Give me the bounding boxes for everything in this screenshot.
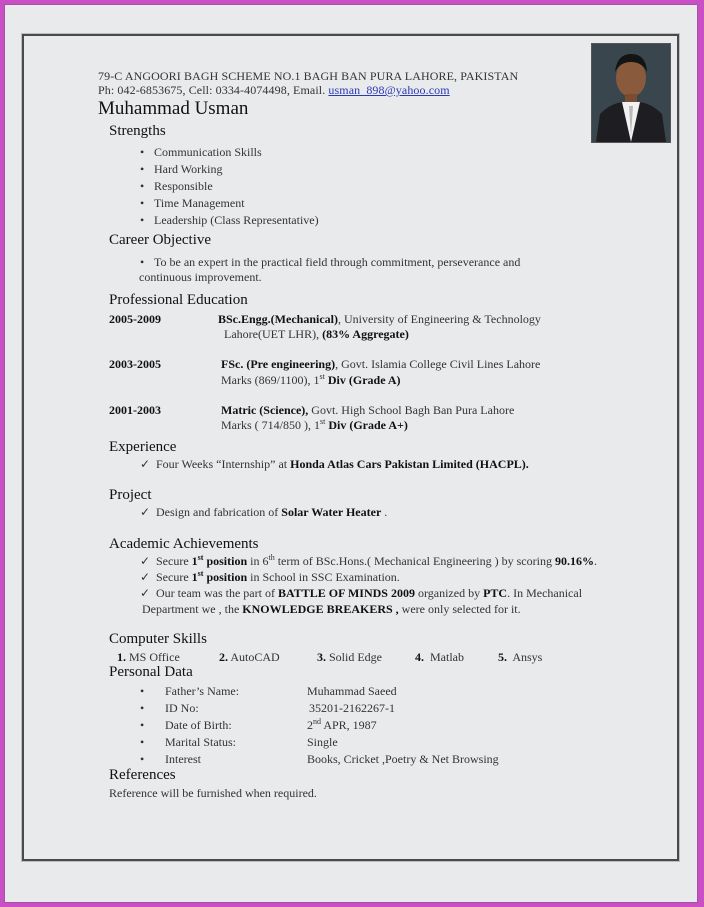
career-text-cont: continuous improvement.	[139, 270, 262, 284]
edu-degree-line: Matric (Science), Govt. High School Bagh Ban Pura Lahore	[221, 403, 515, 417]
skill-item: 2. AutoCAD	[219, 650, 280, 664]
edu-years: 2005-2009	[109, 312, 161, 326]
personal-label: • Marital Status:	[140, 735, 236, 749]
education-heading: Professional Education	[109, 292, 248, 308]
achievement-item-cont: Department we , the KNOWLEDGE BREAKERS , were only selected for it.	[142, 602, 521, 616]
email-link[interactable]: usman_898@yahoo.com	[328, 83, 450, 97]
check-icon: ✓	[140, 505, 151, 519]
personal-value: Single	[307, 735, 338, 749]
skill-item: 3. Solid Edge	[317, 650, 382, 664]
personal-heading: Personal Data	[109, 664, 193, 680]
project-item: ✓ Design and fabrication of Solar Water Heater .	[140, 505, 388, 519]
address-line: 79-C ANGOORI BAGH SCHEME NO.1 BAGH BAN PURA LAHORE, PAKISTAN	[98, 69, 519, 83]
personal-label: • Date of Birth:	[140, 718, 232, 732]
edu-degree-line: FSc. (Pre engineering), Govt. Islamia College Civil Lines Lahore	[221, 357, 541, 371]
personal-label: • Father’s Name:	[140, 684, 240, 698]
strengths-heading: Strengths	[109, 123, 166, 139]
strength-item: • Responsible	[140, 179, 213, 193]
strength-item: • Leadership (Class Representative)	[140, 213, 319, 227]
personal-value: 2nd APR, 1987	[307, 717, 377, 732]
personal-value: Muhammad Saeed	[307, 684, 397, 698]
personal-value: Books, Cricket ,Poetry & Net Browsing	[307, 752, 499, 766]
achievements-heading: Academic Achievements	[109, 536, 259, 552]
career-heading: Career Objective	[109, 232, 212, 248]
personal-label: • ID No:	[140, 701, 199, 715]
check-icon: ✓	[140, 586, 151, 600]
check-icon: ✓	[140, 554, 151, 568]
references-text: Reference will be furnished when required.	[109, 786, 317, 800]
skills-heading: Computer Skills	[109, 631, 207, 647]
project-heading: Project	[109, 487, 152, 503]
candidate-name: Muhammad Usman	[98, 98, 249, 119]
profile-photo	[591, 43, 671, 143]
edu-detail-line: Marks (869/1100), 1st Div (Grade A)	[221, 372, 401, 387]
phone-text: Ph: 042-6853675, Cell: 0334-4074498, Email.	[98, 83, 326, 97]
edu-years: 2003-2005	[109, 357, 161, 371]
achievement-item: ✓ Secure 1st position in 6th term of BSc.Hons.( Mechanical Engineering ) by scoring 90.16%.	[140, 553, 597, 568]
contact-line	[98, 83, 450, 98]
check-icon: ✓	[140, 457, 151, 471]
edu-detail-line: Lahore(UET LHR), (83% Aggregate)	[224, 327, 409, 341]
achievement-item: ✓ Our team was the part of BATTLE OF MINDS 2009 organized by PTC. In Mechanical	[140, 586, 583, 600]
skill-item: 4. Matlab	[415, 650, 464, 664]
achievement-item: ✓ Secure 1st position in School in SSC Examination.	[140, 569, 400, 584]
strength-item: • Time Management	[140, 196, 245, 210]
skill-item: 1. MS Office	[117, 650, 180, 664]
personal-value: 35201-2162267-1	[309, 701, 395, 715]
edu-years: 2001-2003	[109, 403, 161, 417]
references-heading: References	[109, 767, 176, 783]
experience-item: ✓ Four Weeks “Internship” at Honda Atlas Cars Pakistan Limited (HACPL).	[140, 457, 529, 471]
experience-heading: Experience	[109, 439, 177, 455]
personal-label: • Interest	[140, 752, 201, 766]
career-text: • To be an expert in the practical field through commitment, perseverance and	[140, 255, 521, 269]
check-icon: ✓	[140, 570, 151, 584]
edu-detail-line: Marks ( 714/850 ), 1st Div (Grade A+)	[221, 417, 408, 432]
strength-item: • Communication Skills	[140, 145, 262, 159]
strength-item: • Hard Working	[140, 162, 223, 176]
edu-degree-line: BSc.Engg.(Mechanical), University of Engineering & Technology	[218, 312, 541, 326]
skill-item: 5. Ansys	[498, 650, 543, 664]
